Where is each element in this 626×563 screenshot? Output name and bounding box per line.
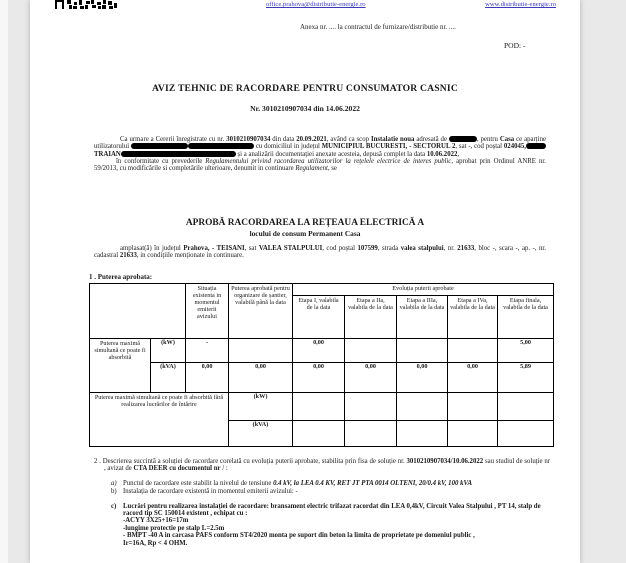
table-cell — [498, 421, 554, 447]
street-fragment: TRAIAN — [94, 150, 121, 158]
document-title: AVIZ TEHNIC DE RACORDARE PENTRU CONSUMATOR CASNIC — [151, 83, 458, 94]
website-link[interactable]: www.distributie-energie.ro — [485, 1, 556, 8]
qr-code-icon — [55, 0, 117, 9]
table-cell: 0,00 — [397, 363, 448, 393]
item-a-part1: Punctul de racordare este stabilit la nivelul de tensiune — [123, 479, 274, 487]
county: Prahova, - TEISANI — [183, 245, 245, 252]
loc-text: amplasat(ă) în județul — [120, 245, 184, 252]
reg-text: în conformitate cu prevederile — [116, 157, 206, 165]
cta-deer-text: CTA DEER cu documentul nr — [133, 465, 221, 473]
section2-block — [94, 458, 550, 547]
item-c-line4: - BMPT -40 A in carcasa PAFS conform ST4/2020 monta pe suport din beton la limita de proprietate pe domeniul public , — [123, 532, 475, 540]
loc-text: , cod poștal — [322, 245, 358, 252]
unit-kva: (kVA) — [151, 363, 186, 393]
solution-sheet-number: 3010210907034/10.06.2022 — [406, 458, 484, 465]
table-cell: 0,00 — [293, 363, 345, 393]
reg-text: , aprobat prin Ordinul ANRE nr. 59/2013, cu modificările si completările ulterioare, denumit in continuare — [94, 157, 546, 173]
section2-heading — [94, 458, 550, 473]
reg-text: , se — [327, 165, 337, 173]
intro-text: , pentru — [476, 136, 500, 143]
intro-text: Ca urmare a Cererii înregistrate cu nr. — [120, 136, 227, 143]
item-c-label: c) — [111, 502, 117, 510]
connection-point-detail: 0.4 kV, la LEA 0.4 KV, RET JT PTA 0014 OLTENI, 20/0.4 kV, 100 kVA — [273, 479, 473, 487]
complete-date: 10.06.2022 — [426, 150, 458, 158]
document-page — [30, 0, 580, 563]
intro-text: adresată de — [414, 136, 449, 143]
request-date: 20.09.2021 — [296, 136, 327, 143]
item-c-line3: -lungime protectie pe stalp L=2.5m — [123, 524, 225, 532]
item-b-label: b) — [111, 488, 117, 496]
table-cell: 5,89 — [498, 363, 554, 393]
loc-text: , strada — [377, 245, 401, 252]
request-number: 3010210907034 — [226, 136, 271, 143]
approval-heading: APROBĂ RACORDAREA LA REȚEAUA ELECTRICĂ A — [185, 218, 425, 228]
table-cell — [293, 421, 345, 447]
intro-text: și a analizării documentației anexate acesteia, depusă complet la data — [235, 150, 427, 158]
loc-text: , bloc -, scara -, ap. -, nr. cadastral — [94, 245, 546, 260]
item-c-line1: Lucrări pentru realizarea instalației de racordare: bransament electric trifazat racordat din LEA 0,4kV, Circuit Valea Stalpului , PT 14, stalp de racord tip SC 150014 existent , echipat cu : — [123, 502, 541, 518]
loc-text: , in condițiile menționate in continuare. — [136, 252, 244, 260]
unit-kw: (kW) — [229, 393, 293, 421]
item-c-line5: Ir=16A, Rp < 4 OHM. — [123, 539, 188, 547]
table-cell — [397, 339, 448, 363]
place-type: Casa — [499, 136, 515, 143]
col-header-santier: Puterea aprobată pentru organizare de șantier, valabilă până la data — [229, 284, 293, 339]
table-cell — [448, 421, 498, 447]
redaction-bar — [121, 151, 236, 157]
street-number: 21633 — [457, 245, 475, 252]
sec2-text: / : — [220, 465, 228, 473]
col-header-etapa3: Etapa a IIIa, valabila de la data — [397, 296, 448, 339]
table-cell: 5,00 — [498, 339, 554, 363]
regulation-name: Regulamentului privind racordarea utilizatorilor la rețelele electrice de interes public — [205, 157, 452, 165]
col-header-etapa1: Etapa I, valabila de la data — [293, 296, 345, 339]
intro-paragraph — [94, 136, 546, 158]
redaction-bar — [131, 143, 188, 149]
row-label-fara-intarire: Puterea maximă simultană ce poate fi absorbită fără realizarea lucrărilor de întărire — [90, 393, 229, 447]
regulation-short: Regulament — [295, 165, 328, 173]
table-cell — [448, 393, 498, 421]
loc-text: , sat — [244, 245, 259, 252]
col-header-situatia: Situația existenta in momentul emiterii avizului — [186, 284, 229, 339]
item-a-label: a) — [111, 479, 117, 487]
table-cell — [448, 339, 498, 363]
table-corner-cell — [90, 284, 186, 339]
table-cell — [397, 421, 448, 447]
regulation-paragraph — [94, 158, 546, 173]
scope-text: Instalatie noua — [370, 136, 415, 143]
sec2-text: 2 . Descrierea succintă a soluției de racordare corelată cu evoluția puterii aprobate, stabilita prin fisa de soluție nr. — [94, 458, 407, 465]
unit-kva: (kVA) — [229, 421, 293, 447]
canvas-left-strip — [0, 0, 8, 563]
intro-text: ce aparține utilizatorului — [94, 136, 546, 151]
postal-code: 024045, — [503, 143, 526, 151]
col-header-etapa-finala: Etapa finala, valabila de la data — [498, 296, 554, 339]
table-cell: 0,00 — [229, 363, 293, 393]
header-links — [266, 1, 556, 8]
village: VALEA STALPULUI — [258, 245, 323, 252]
sec2-text: sau studiul de soluție nr , avizat de — [104, 458, 551, 473]
unit-kw: (kW) — [151, 339, 186, 363]
intro-text: , sat -, cod poștal — [455, 143, 504, 151]
item-b — [94, 488, 550, 495]
col-header-etapa4: Etapa a IVa, valabila de la data — [448, 296, 498, 339]
intro-text: , având ca scop — [326, 136, 371, 143]
cadastral-number: 21633 — [119, 252, 137, 260]
approved-power-table — [89, 283, 554, 447]
street: valea stalpului — [400, 245, 444, 252]
pod-label: POD: - — [504, 41, 526, 50]
document-number: Nr. 3010210907034 din 14.06.2022 — [250, 104, 360, 113]
item-c — [94, 503, 550, 547]
intro-block — [94, 136, 546, 172]
table-cell — [345, 393, 397, 421]
item-a-text — [123, 480, 550, 487]
intro-text: cu domiciliul in județul — [253, 143, 322, 151]
item-b-text: Instalația de racordare existentă in momentul emiterii avizului: - — [123, 488, 298, 496]
table-cell — [397, 393, 448, 421]
postal-code: 107599 — [357, 245, 378, 252]
approval-subheading: locului de consum Permanent Casa — [249, 229, 361, 238]
email-link[interactable]: office.prahova@distributie-energie.ro — [266, 1, 366, 8]
county-text: MUNICIPIUL BUCURESTI, - SECTORUL 2 — [321, 143, 456, 151]
table-cell: 0,00 — [186, 363, 229, 393]
item-c-body — [123, 503, 550, 547]
redaction-bar — [188, 143, 254, 149]
table-cell: 0,00 — [448, 363, 498, 393]
table-cell: 0,00 — [345, 363, 397, 393]
table-cell — [229, 339, 293, 363]
table-cell: - — [186, 339, 229, 363]
table-cell — [293, 393, 345, 421]
table-cell: 0,00 — [293, 339, 345, 363]
location-paragraph — [94, 245, 546, 260]
item-a — [94, 480, 550, 487]
table-cell — [498, 393, 554, 421]
intro-text: din data — [270, 136, 297, 143]
table-cell — [345, 421, 397, 447]
redaction-bar — [526, 143, 546, 149]
col-header-etapa2: Etapa a IIa, valabila de la data — [345, 296, 397, 339]
redaction-bar — [449, 136, 477, 142]
anexa-line: Anexa nr. .... la contractul de furnizare/distributie nr. .... — [300, 23, 456, 31]
col-header-evolutie: Evoluția puterii aprobate — [293, 284, 554, 296]
loc-text: , nr. — [443, 245, 458, 252]
item-c-line2: -ACYY 3X25+16=17m — [123, 517, 189, 525]
section1-heading: 1 . Puterea aprobata: — [89, 273, 153, 281]
table-cell — [345, 339, 397, 363]
row-label-putere-maxima: Puterea maximă simultană ce poate fi absorbită — [90, 339, 151, 393]
intro-text: , — [457, 150, 460, 158]
